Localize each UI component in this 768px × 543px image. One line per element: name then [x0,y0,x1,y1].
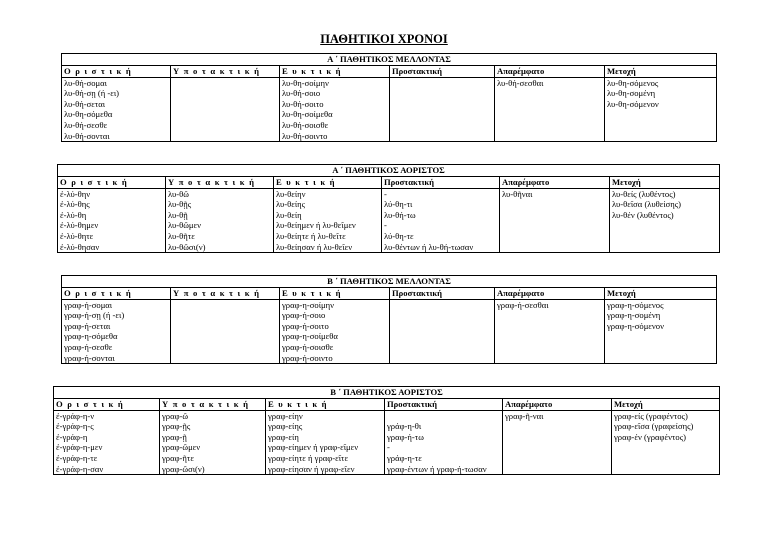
form: γραφ-είης [268,421,303,432]
form: λυ-θη-σόμεθα [64,109,113,120]
column-header-imperative: Προστακτική [390,66,495,78]
optative-cell [280,77,390,142]
form: ἐ-λύ-θησαν [60,241,100,252]
column-header-indicative: Ο ρ ι σ τ ι κ ή [62,288,171,300]
participle-cell [610,188,720,253]
form: γραφ-ή-σοιντο [282,352,333,363]
form: λυ-θῆτε [168,230,195,241]
optative-cell [280,299,390,364]
form: γραφ-ή-σονται [64,352,115,363]
form: λυ-θέντων ή λυ-θή-τωσαν [384,241,474,252]
subjunctive-cell [166,188,274,253]
indicative-cell [62,77,171,142]
form: γραφ-η-σόμενος [607,299,664,310]
form: λυ-θείς (λυθέντος) [612,188,676,199]
column-header-imperative: Προστακτική [390,288,495,300]
imperative-cell [390,299,495,364]
column-header-optative: Ε υ κ τ ι κ ή [280,288,390,300]
form: γραφ-είη [268,431,299,442]
form: λυ-θῶμεν [168,220,202,231]
form: γραφ-ή-σοιτο [282,320,329,331]
form: γραφ-ή-τω [387,431,424,442]
form: λυ-θή-σομαι [64,77,107,88]
form: γραφ-ή-σεσθαι [497,299,549,310]
form: λυ-θη-σομένη [607,88,656,99]
form: γραφ-είς (γραφέντος) [614,410,688,421]
form: γραφ-η-σόμεθα [64,331,118,342]
form: - [384,220,387,231]
form: λυ-θη-σόμενος [607,77,659,88]
form: γραφ-έντων ή γραφ-ή-τωσαν [387,463,487,474]
form: λυ-θείη [276,209,302,220]
form: ἐ-λύ-θητε [60,230,94,241]
form: λυ-θη-σόμενον [607,98,659,109]
form: γραφ-ῶμεν [162,442,201,453]
column-header-participle: Μετοχή [612,399,720,411]
page-title: ΠΑΘΗΤΙΚΟΙ ΧΡΟΝΟΙ [320,32,448,46]
imperative-cell [390,77,495,142]
form: λυ-θεῖσα (λυθείσης) [612,199,682,210]
column-header-indicative: Ο ρ ι σ τ ι κ ή [54,399,160,411]
form: ἐ-λύ-θη [60,209,87,220]
form: γραφ-ή-σοισθε [282,341,334,352]
participle-cell [612,410,720,475]
form: λυ-θείημεν ή λυ-θεῖμεν [276,220,356,231]
form: γραφ-ή-σεσθε [64,341,113,352]
form: λυ-θείης [276,199,306,210]
participle-cell [605,77,717,142]
optative-cell [274,188,382,253]
form: γραφ-ῆ-ναι [505,410,544,421]
form: λυ-θείητε ή λυ-θεῖτε [276,230,346,241]
imperative-cell [385,410,503,475]
form: γραφ-η-σοίμεθα [282,331,338,342]
form: γραφ-έν (γραφέντος) [614,431,686,442]
indicative-cell [62,299,171,364]
form: - [387,442,390,453]
infinitive-cell [495,77,605,142]
form: γραφ-εῖσα (γραφείσης) [614,421,694,432]
column-header-subjunctive: Υ π ο τ α κ τ ι κ ή [171,66,280,78]
column-header-imperative: Προστακτική [385,399,503,411]
form: ἐ-γράφ-η-μεν [56,442,103,453]
table-b-future-passive [61,275,717,364]
form: λυ-θη-σοίμεθα [282,109,333,120]
form: γράφ-η-θι [387,421,422,432]
form: γραφ-ῇ [162,431,187,442]
form: λυ-θη-σοίμην [282,77,329,88]
infinitive-cell [503,410,612,475]
form: λυ-θή-σοιο [282,88,321,99]
form: γραφ-ῶ [162,410,189,421]
form: γράφ-η-τε [387,452,422,463]
column-header-infinitive: Απαρέμφατο [495,66,605,78]
form: λυ-θή-σοισθε [282,119,329,130]
form: γραφ-ῶσι(ν) [162,463,205,474]
infinitive-cell [495,299,605,364]
table-caption: Β ΄ ΠΑΘΗΤΙΚΟΣ ΜΕΛΛΟΝΤΑΣ [62,276,717,288]
form: λυ-θή-τω [384,209,416,220]
form: - [384,188,387,199]
form: λυ-θή-σῃ (ή -ει) [64,88,120,99]
indicative-cell [58,188,166,253]
form: λυ-θῇς [168,199,192,210]
column-header-infinitive: Απαρέμφατο [500,177,610,189]
form: λυ-θέν (λυθέντος) [612,209,674,220]
form: γραφ-ῇς [162,421,191,432]
column-header-optative: Ε υ κ τ ι κ ή [266,399,385,411]
column-header-infinitive: Απαρέμφατο [495,288,605,300]
form: λυ-θείησαν ή λυ-θεῖεν [276,241,353,252]
form: γραφ-είην [268,410,303,421]
form: ἐ-γράφ-η-ς [56,421,94,432]
table-caption: Α ΄ ΠΑΘΗΤΙΚΟΣ ΑΟΡΙΣΤΟΣ [58,165,720,177]
column-header-subjunctive: Υ π ο τ α κ τ ι κ ή [171,288,280,300]
form: ἐ-γράφ-η-σαν [56,463,104,474]
table-a-future-passive [61,53,717,142]
form: λυ-θή-σεται [64,98,106,109]
form: γραφ-ή-σεται [64,320,111,331]
form: λυ-θῶ [168,188,189,199]
participle-cell [605,299,717,364]
form: λυ-θῇ [168,209,188,220]
form: ἐ-γράφ-η-ν [56,410,95,421]
form: ἐ-λύ-θην [60,188,91,199]
indicative-cell [54,410,160,475]
table-a-aorist-passive [57,164,720,253]
column-header-subjunctive: Υ π ο τ α κ τ ι κ ή [160,399,266,411]
table-caption: Β ΄ ΠΑΘΗΤΙΚΟΣ ΑΟΡΙΣΤΟΣ [54,387,720,399]
form [387,411,500,422]
form: γραφ-η-σόμενον [607,320,664,331]
form: ἐ-γράφ-η [56,431,88,442]
subjunctive-cell [171,77,280,142]
form: γραφ-ῆτε [162,452,194,463]
form: γραφ-είημεν ή γραφ-εῖμεν [268,442,359,453]
form: λυ-θή-σονται [64,130,110,141]
column-header-participle: Μετοχή [605,288,717,300]
form: ἐ-λύ-θης [60,199,90,210]
column-header-subjunctive: Υ π ο τ α κ τ ι κ ή [166,177,274,189]
form: λύ-θη-τε [384,230,414,241]
form: ἐ-λύ-θημεν [60,220,99,231]
column-header-infinitive: Απαρέμφατο [503,399,612,411]
form: γραφ-είητε ή γραφ-εῖτε [268,452,349,463]
optative-cell [266,410,385,475]
form: γραφ-ή-σοιο [282,310,326,321]
infinitive-cell [500,188,610,253]
form: λυ-θή-σεσθε [64,119,108,130]
column-header-participle: Μετοχή [610,177,720,189]
column-header-imperative: Προστακτική [382,177,500,189]
column-header-indicative: Ο ρ ι σ τ ι κ ή [62,66,171,78]
form: γραφ-είησαν ή γραφ-εῖεν [268,463,355,474]
form: λυ-θή-σοιντο [282,130,328,141]
form: γραφ-ή-σομαι [64,299,113,310]
column-header-indicative: Ο ρ ι σ τ ι κ ή [58,177,166,189]
form: λυ-θή-σεσθαι [497,77,544,88]
form: ἐ-γράφ-η-τε [56,452,98,463]
column-header-optative: Ε υ κ τ ι κ ή [280,66,390,78]
form: γραφ-ή-σῃ (ή -ει) [64,310,125,321]
table-caption: Α ΄ ΠΑΘΗΤΙΚΟΣ ΜΕΛΛΟΝΤΑΣ [62,54,717,66]
imperative-cell [382,188,500,253]
table-b-aorist-passive [53,386,720,475]
form: γραφ-η-σομένη [607,310,661,321]
form: λυ-θῆναι [502,188,533,199]
form: λυ-θή-σοιτο [282,98,324,109]
form: λυ-θείην [276,188,306,199]
form: λυ-θῶσι(ν) [168,241,206,252]
column-header-optative: Ε υ κ τ ι κ ή [274,177,382,189]
form: γραφ-η-σοίμην [282,299,334,310]
column-header-participle: Μετοχή [605,66,717,78]
subjunctive-cell [171,299,280,364]
subjunctive-cell [160,410,266,475]
form: λύ-θη-τι [384,199,413,210]
